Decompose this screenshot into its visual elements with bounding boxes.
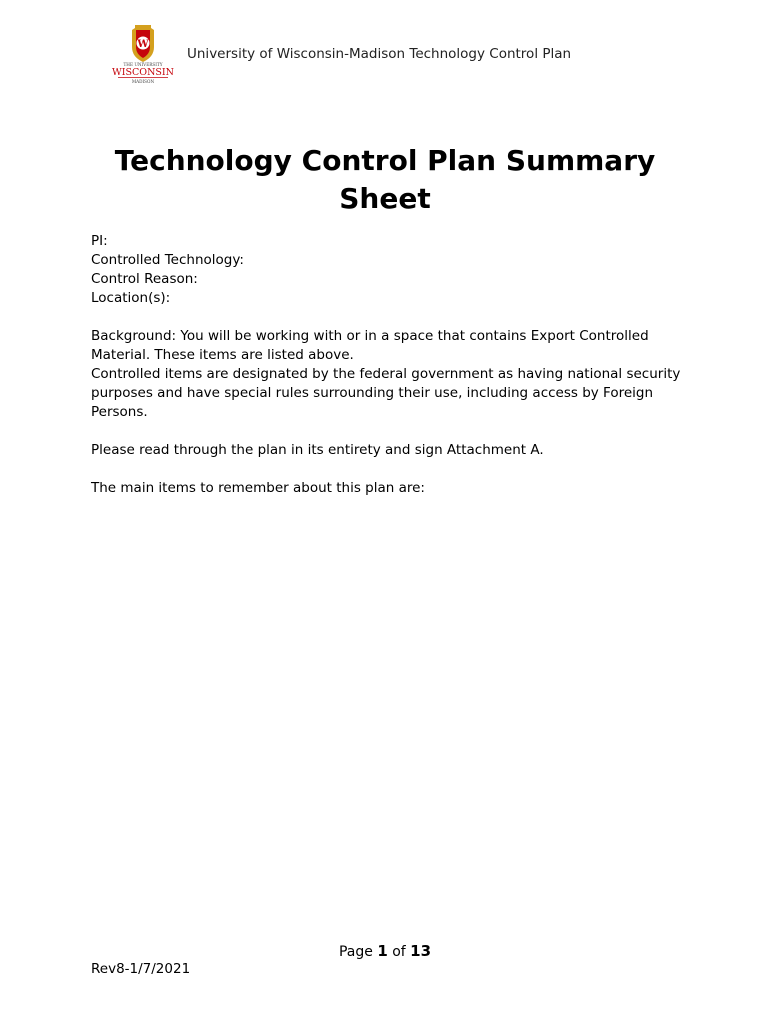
field-controlled-technology: Controlled Technology: (91, 252, 244, 268)
uw-madison-logo (110, 22, 176, 86)
field-locations: Location(s): (91, 290, 171, 306)
items-intro-text: The main items to remember about this plan are: (91, 480, 425, 496)
instruction-text: Please read through the plan in its entirety and sign Attachment A. (91, 442, 544, 458)
field-pi: PI: (91, 233, 108, 249)
field-control-reason: Control Reason: (91, 271, 198, 287)
document-body (91, 232, 686, 498)
revision-label: Rev8-1/7/2021 (91, 961, 191, 977)
page-total: 13 (410, 942, 432, 960)
controlled-items-paragraph: Controlled items are designated by the federal government as having national security purposes and have special rules surrounding their use, including access by Foreign Persons. (91, 366, 681, 420)
logo-wordmark: WISCONSIN (112, 67, 174, 78)
document-title: Technology Control Plan Summary Sheet (114, 144, 656, 215)
page-number (0, 942, 770, 960)
logo-bottom-text: MADISON (131, 79, 155, 84)
page-label: Page (338, 944, 373, 960)
logo-top-text: THE UNIVERSITY (123, 62, 163, 67)
logo-shield-letter: W (137, 39, 149, 50)
header-title: University of Wisconsin-Madison Technology Control Plan (187, 46, 572, 62)
page-of: of (392, 944, 406, 960)
background-paragraph: Background: You will be working with or in a space that contains Export Controlled Material. These items are listed above. (91, 328, 649, 363)
page-current: 1 (377, 942, 388, 960)
